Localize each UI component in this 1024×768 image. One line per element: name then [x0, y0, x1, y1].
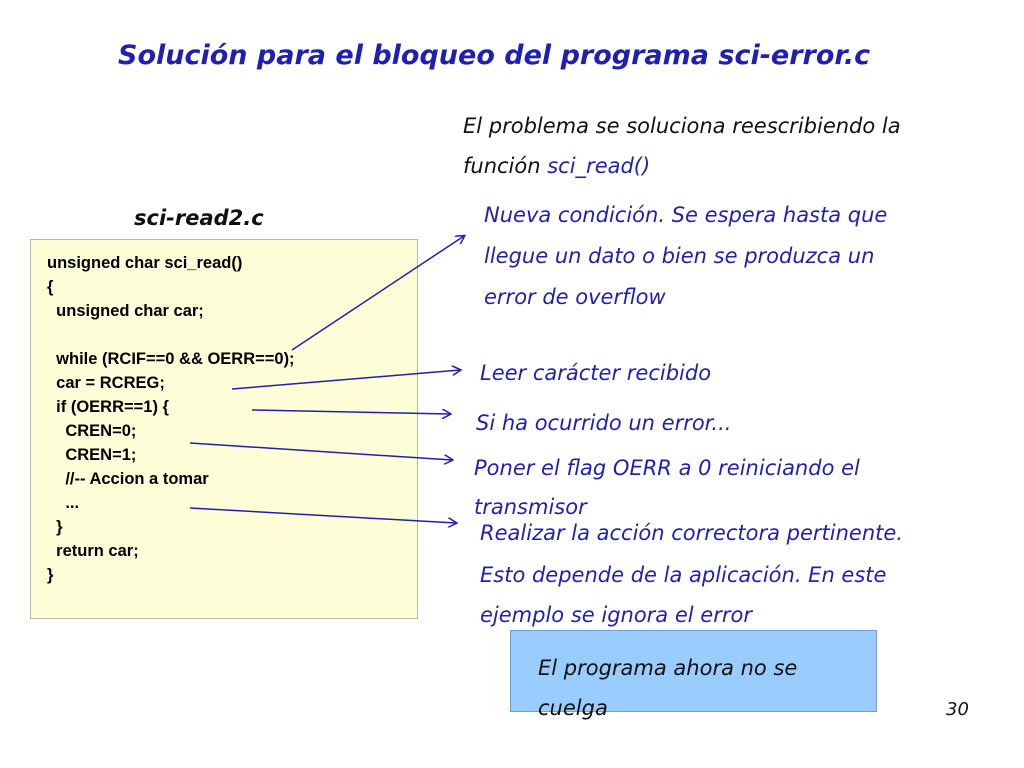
code-line: car = RCREG;	[47, 374, 165, 392]
note-action-line-3: ejemplo se ignora el error	[480, 603, 752, 627]
intro-line-1: El problema se soluciona reescribiendo la	[463, 114, 901, 138]
note-flag-line-1: Poner el flag OERR a 0 reiniciando el	[474, 456, 860, 480]
note-condition-line-2: llegue un dato o bien se produzca un	[484, 244, 875, 268]
arrow-flag	[190, 443, 452, 460]
note-condition-line-3: error de overflow	[484, 285, 666, 309]
note-read: Leer carácter recibido	[480, 361, 712, 385]
code-line: ...	[47, 494, 80, 512]
note-error: Si ha ocurrido un error...	[476, 411, 732, 435]
code-line: CREN=0;	[47, 422, 137, 440]
slide-title: Solución para el bloqueo del programa sci-error.c	[118, 40, 871, 71]
code-line: return car;	[47, 542, 139, 560]
code-line: while (RCIF==0 && OERR==0);	[47, 350, 295, 368]
code-line: CREN=1;	[47, 446, 137, 464]
code-line: {	[47, 278, 54, 296]
code-file-label: sci-read2.c	[134, 206, 264, 230]
code-line: }	[47, 518, 63, 536]
code-line: unsigned char sci_read()	[47, 254, 243, 272]
note-action-line-2: Esto depende de la aplicación. En este	[480, 563, 887, 587]
arrow-condition	[292, 236, 464, 350]
code-line: //-- Accion a tomar	[47, 470, 209, 488]
function-name: sci_read()	[547, 154, 651, 178]
note-flag-line-2: transmisor	[474, 495, 587, 519]
arrow-error	[252, 410, 450, 414]
code-line: if (OERR==1) {	[47, 398, 169, 416]
note-condition-line-1: Nueva condición. Se espera hasta que	[484, 203, 888, 227]
arrow-action	[190, 508, 456, 523]
code-line: unsigned char car;	[47, 302, 204, 320]
code-line: }	[47, 566, 54, 584]
page-number: 30	[946, 699, 969, 720]
intro-text: función	[463, 154, 548, 178]
conclusion-line-2: cuelga	[538, 696, 608, 720]
conclusion-line-1: El programa ahora no se	[538, 656, 798, 680]
arrow-read	[232, 370, 460, 389]
note-action-line-1: Realizar la acción correctora pertinente.	[480, 521, 903, 545]
